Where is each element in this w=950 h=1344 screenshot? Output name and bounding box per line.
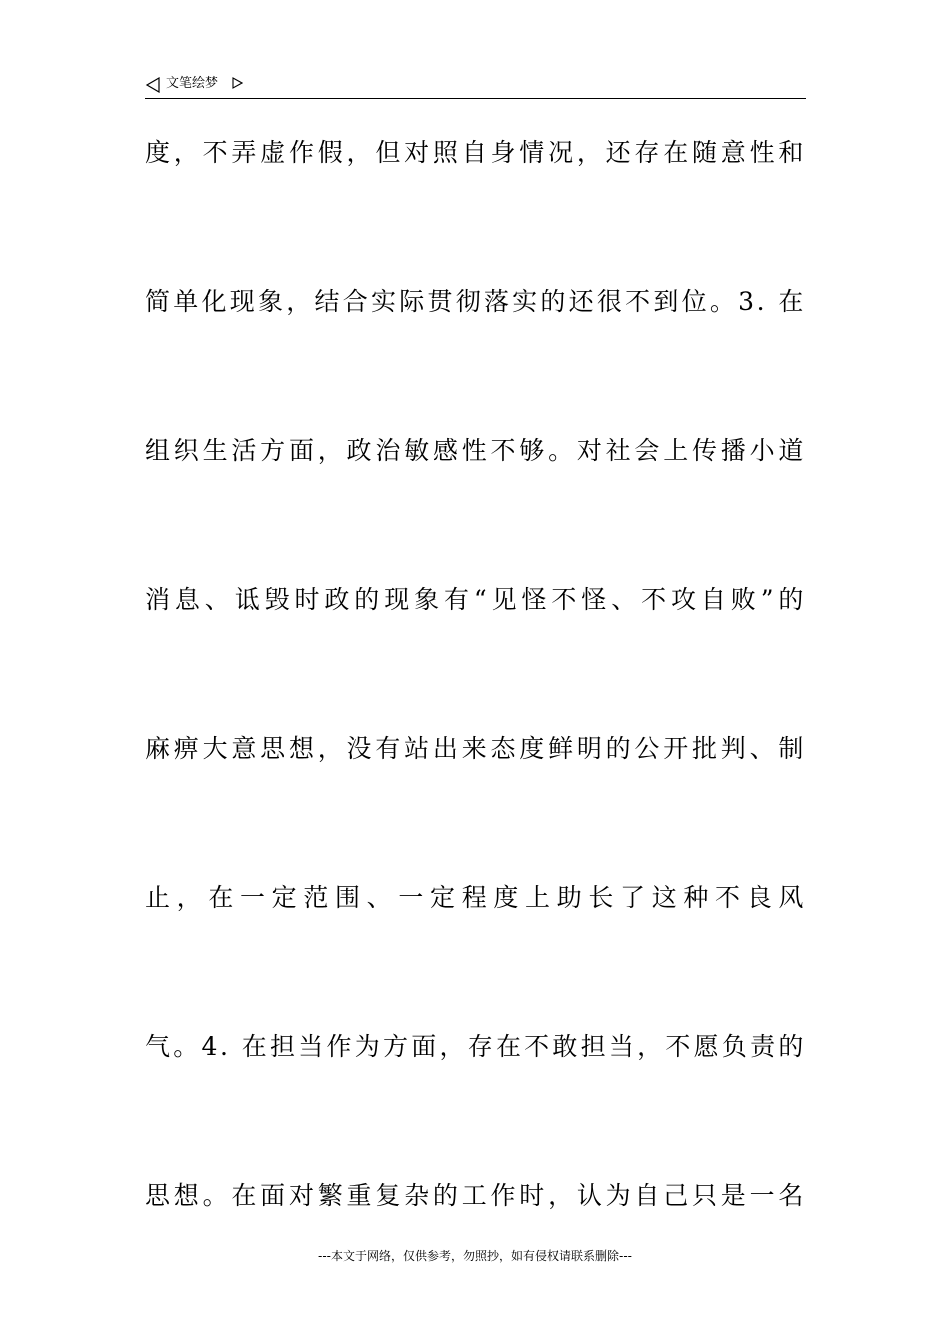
- body-line-1: 度，不弄虚作假，但对照自身情况，还存在随意性和: [145, 138, 806, 167]
- header-title: 文笔绘梦: [166, 76, 219, 91]
- body-line-4: 消息、诋毁时政的现象有“见怪不怪、不攻自败”的: [145, 585, 806, 614]
- body-line-8: 思想。在面对繁重复杂的工作时，认为自己只是一名: [145, 1181, 806, 1210]
- page-footer-disclaimer: ---本文于网络，仅供参考，勿照抄，如有侵权请联系删除---: [318, 1249, 632, 1263]
- body-line-5: 麻痹大意思想，没有站出来态度鲜明的公开批判、制: [145, 734, 806, 763]
- document-body: [145, 0, 806, 1344]
- body-line-3: 组织生活方面，政治敏感性不够。对社会上传播小道: [145, 436, 806, 465]
- body-line-7: 气。4. 在担当作为方面，存在不敢担当，不愿负责的: [145, 1032, 806, 1061]
- body-line-6: 止，在一定范围、一定程度上助长了这种不良风: [145, 883, 806, 912]
- body-line-2: 简单化现象，结合实际贯彻落实的还很不到位。3. 在: [145, 287, 806, 316]
